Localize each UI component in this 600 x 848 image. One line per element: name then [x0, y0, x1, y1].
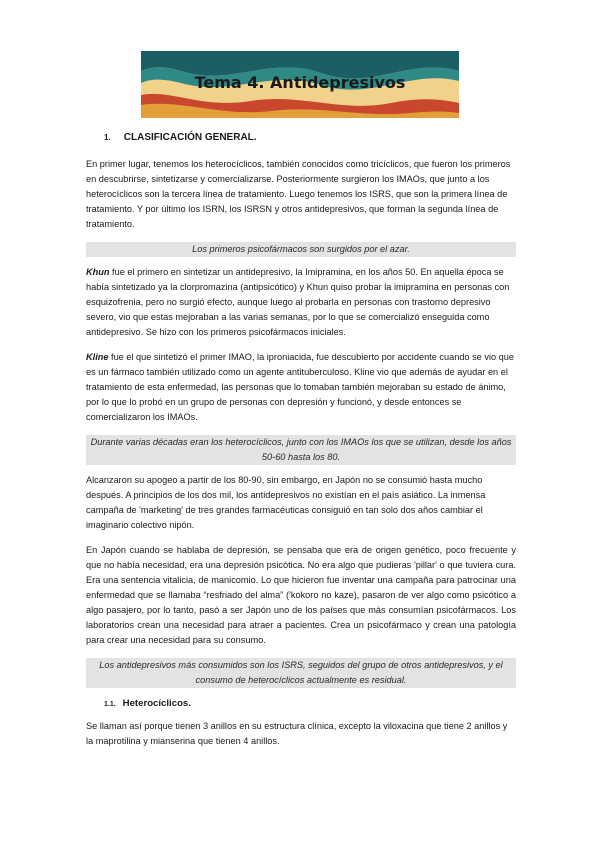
person-name-khun: Khun [86, 267, 110, 277]
paragraph-japan-1: Alcanzaron su apogeo a partir de los 80-90, sin embargo, en Japón no se consumió hasta mucho después. A principios de los dos mil, los antidepresivos no existían en el país asiático. La inmensa campaña de 'marketing' de tres grandes farmacéuticas consiguió en tan solo dos años cambiar el imaginario colectivo nipón. [86, 475, 486, 530]
highlight-note-2: Durante varias décadas eran los heterocíclicos, junto con los IMAOs los que se utilizan, desde los años 50-60 hasta los 80. [86, 435, 516, 465]
person-name-kline: Kline [86, 352, 109, 362]
document-title: Tema 4. Antidepresivos [194, 73, 406, 92]
subsection-heading [104, 698, 516, 709]
section-title: CLASIFICACIÓN GENERAL. [123, 132, 257, 143]
subsection-title: Heterocíclicos. [122, 698, 191, 709]
paragraph-kline [86, 350, 516, 425]
document-body [86, 128, 516, 759]
paragraph-heterociclicos: Se llaman así porque tienen 3 anillos en su estructura clínica, excepto la viloxacina que tiene 2 anillos y la maprotilina y mianserina que tienen 4 anillos. [86, 721, 508, 746]
paragraph-khun [86, 265, 516, 340]
section-heading [104, 132, 516, 143]
subsection-number: 1.1. [104, 701, 116, 708]
paragraph-intro: En primer lugar, tenemos los heterocíclicos, también conocidos como tricíclicos, que fueron los primeros en descubrirse, sintetizarse y comercializarse. Posteriormente surgieron los IMAOs, que junto a los heterocíclicos son la tercera línea de tratamiento. Luego tenemos los ISRS, que son la primera línea de tratamiento. Y por último los ISRN, los ISRSN y otros antidepresivos, que forman la segunda línea de tratamiento. [86, 159, 511, 229]
highlight-note-3: Los antidepresivos más consumidos son los ISRS, seguidos del grupo de otros antidepresivos, y el consumo de heterocíclicos actualmente es residual. [86, 658, 516, 688]
title-banner [141, 51, 459, 118]
paragraph-text: fue el primero en sintetizar un antidepresivo, la Imipramina, en los años 50. En aquella época se había sintetizado ya la clorpromazina (antipsicótico) y Khun quiso probar la imipramina en personas con esquizofrenia, pero no surgió efecto, aunque luego al probarla en personas con trastorno depresivo severo, vio que estas mejoraban a las varias semanas, por lo que se comercializó enseguida como antidepresivo. Se hizo con los primeros psicofármacos iniciales. [86, 267, 510, 337]
highlight-note-1: Los primeros psicofármacos son surgidos por el azar. [86, 242, 516, 257]
paragraph-text: fue el que sintetizó el primer IMAO, la iproniacida, fue descubierto por accidente cuando se vio que es un fármaco también utilizado como un agente antituberculoso. Kline vio que además de ayudar en el tratamiento de esta enfermedad, las personas que lo tomaban también mejoraban su estado de ánimo, por lo que lo probó en un grupo de personas con depresión y funcionó, y desde entonces se comercializaron los IMAOs. [86, 352, 514, 422]
section-number: 1. [104, 133, 111, 142]
paragraph-japan-2: En Japón cuando se hablaba de depresión, se pensaba que era de origen genético, poco frecuente y que no había necesidad, era una depresión psicótica. No era algo que pudieras 'pillar' o que tuviera cura. Era una sentencia vitalicia, de manicomio. Lo que hicieron fue inventar una campaña para patrocinar una enfermedad que se llamaba “resfriado del alma” ('kokoro no kaze), pasaron de ver algo como psicótico a algo pasajero, por lo tanto, pasó a ser Japón uno de los países que más consumían psicofármacos. Los laboratorios crean una necesidad para atraer a pacientes. Crea un psicofármaco y crean una patología para crear una necesidad para su consumo. [86, 545, 516, 645]
